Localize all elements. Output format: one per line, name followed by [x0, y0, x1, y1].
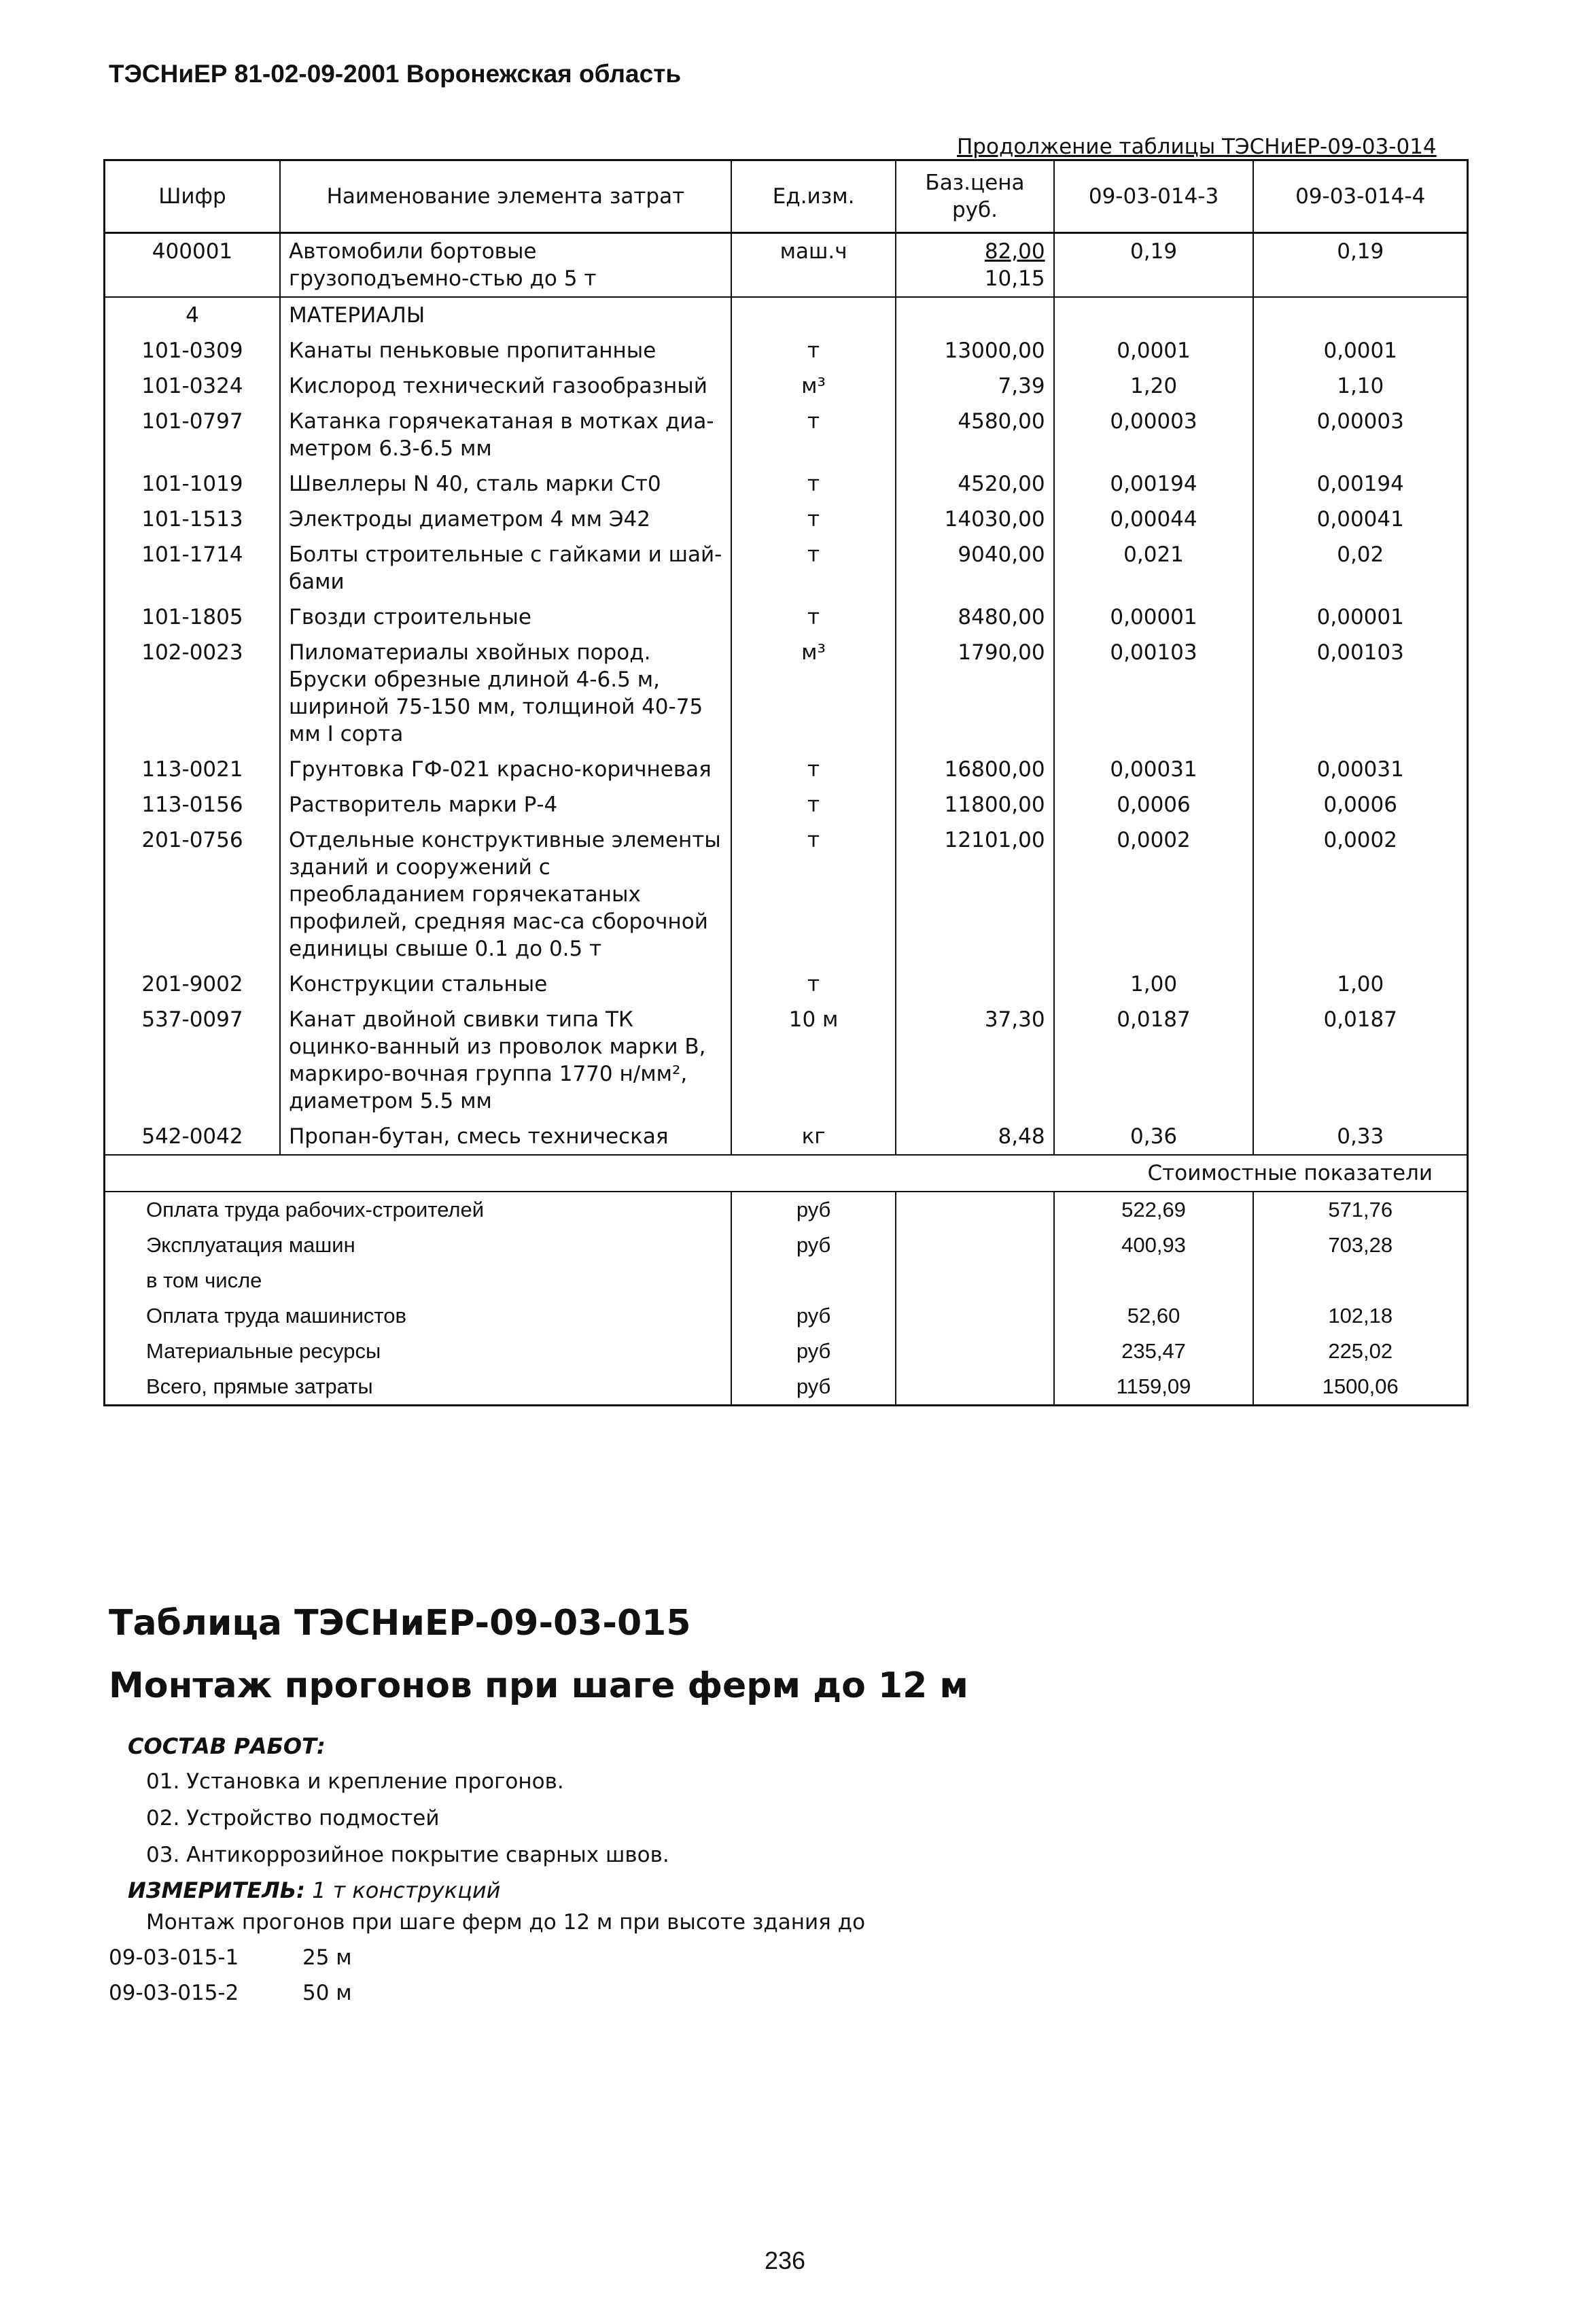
table-row: [105, 502, 1468, 537]
cell-name: Канат двойной свивки типа ТК оцинко-ванный из проволок марки В, маркиро-вочная группа 1770 н/мм², диаметром 5.5 мм: [280, 1002, 731, 1119]
cell-unit: т: [731, 466, 896, 502]
cell-a: 0,0002: [1054, 822, 1254, 967]
cell-name: Болты строительные с гайками и шай-бами: [280, 537, 731, 600]
summary-label: Оплата труда рабочих-строителей: [105, 1192, 731, 1228]
cell-unit: т: [731, 787, 896, 822]
summary-b: 102,18: [1253, 1298, 1467, 1334]
work-item: 01. Установка и крепление прогонов.: [146, 1769, 564, 1794]
cell-b: 0,19: [1253, 233, 1467, 298]
cell-unit: кг: [731, 1119, 896, 1155]
summary-row: [105, 1228, 1468, 1263]
cell-a: 0,00031: [1054, 752, 1254, 787]
cell-code: 537-0097: [105, 1002, 280, 1119]
table-row: [105, 537, 1468, 600]
cell-b: 0,00001: [1253, 600, 1467, 635]
cell-name: Кислород технический газообразный: [280, 368, 731, 404]
cell-unit: маш.ч: [731, 233, 896, 298]
resource-table: [103, 159, 1469, 1406]
cell-code: 201-0756: [105, 822, 280, 967]
cell-unit: м³: [731, 635, 896, 752]
summary-row: [105, 1263, 1468, 1298]
summary-b: 1500,06: [1253, 1369, 1467, 1406]
cell-code: 201-9002: [105, 967, 280, 1002]
description: Монтаж прогонов при шаге ферм до 12 м при высоте здания до: [146, 1910, 866, 1935]
cell-price: 16800,00: [896, 752, 1053, 787]
cell-a: 0,00003: [1054, 404, 1254, 466]
code-line: [109, 1945, 352, 1970]
cell-unit: 10 м: [731, 1002, 896, 1119]
table-row: [105, 1119, 1468, 1155]
summary-row: [105, 1298, 1468, 1334]
code-value: 50 м: [302, 1981, 352, 2005]
summary-empty: [896, 1228, 1053, 1263]
cell-price: 12101,00: [896, 822, 1053, 967]
measure-label: ИЗМЕРИТЕЛЬ:: [128, 1877, 305, 1903]
cell-name: Автомобили бортовые грузоподъемно-стью до 5 т: [280, 233, 731, 298]
cell-price: 37,30: [896, 1002, 1053, 1119]
work-item: 03. Антикоррозийное покрытие сварных швов.: [146, 1843, 669, 1867]
cell-price: 8480,00: [896, 600, 1053, 635]
cell-unit: т: [731, 502, 896, 537]
summary-a: 235,47: [1054, 1334, 1254, 1369]
summary-b: 225,02: [1253, 1334, 1467, 1369]
cell-code: 101-1513: [105, 502, 280, 537]
summary-a: 522,69: [1054, 1192, 1254, 1228]
page-number: 236: [765, 2247, 806, 2274]
cost-header-row: [105, 1155, 1468, 1192]
table-row: [105, 233, 1468, 298]
measure-line: [128, 1877, 500, 1903]
code-value: 25 м: [302, 1945, 352, 1970]
cell-a: 0,00001: [1054, 600, 1254, 635]
cell-code: 101-1019: [105, 466, 280, 502]
table-row: [105, 368, 1468, 404]
table-title: Таблица ТЭСНиЕР-09-03-015: [109, 1603, 691, 1644]
cell-a: 0,36: [1054, 1119, 1254, 1155]
page-header: ТЭСНиЕР 81-02-09-2001 Воронежская область: [109, 60, 682, 88]
summary-b: 703,28: [1253, 1228, 1467, 1263]
cell-code: 400001: [105, 233, 280, 298]
cell-a: 0,0006: [1054, 787, 1254, 822]
summary-a: 400,93: [1054, 1228, 1254, 1263]
section-title: МАТЕРИАЛЫ: [280, 297, 731, 333]
cell-b: 0,0001: [1253, 333, 1467, 368]
summary-label: Материальные ресурсы: [105, 1334, 731, 1369]
work-item: 02. Устройство подмостей: [146, 1806, 440, 1831]
cell-price: 13000,00: [896, 333, 1053, 368]
cell-code: 542-0042: [105, 1119, 280, 1155]
cell-b: 0,02: [1253, 537, 1467, 600]
cell-price: 8,48: [896, 1119, 1053, 1155]
summary-unit: [731, 1263, 896, 1298]
cell-price: 7,39: [896, 368, 1053, 404]
col-header-price: Баз.цена руб.: [896, 160, 1053, 233]
summary-a: 52,60: [1054, 1298, 1254, 1334]
code-line: [109, 1981, 352, 2005]
cell-price: [896, 233, 1053, 298]
summary-b: 571,76: [1253, 1192, 1467, 1228]
cell-unit: т: [731, 822, 896, 967]
cell-b: 1,00: [1253, 967, 1467, 1002]
cell-code: 101-1714: [105, 537, 280, 600]
cell-code: 113-0156: [105, 787, 280, 822]
cell-name: Отдельные конструктивные элементы зданий и сооружений с преобладанием горячекатаных профилей, средняя мас-са сборочной единицы свыше 0.1 до 0.5 т: [280, 822, 731, 967]
section-row: [105, 297, 1468, 333]
cell-price: 4580,00: [896, 404, 1053, 466]
table-row: [105, 404, 1468, 466]
cell-a: 0,021: [1054, 537, 1254, 600]
summary-label: Оплата труда машинистов: [105, 1298, 731, 1334]
cell-unit: т: [731, 537, 896, 600]
col-header-a: 09-03-014-3: [1054, 160, 1254, 233]
cell-code: 101-1805: [105, 600, 280, 635]
summary-row: [105, 1369, 1468, 1406]
cell-unit: т: [731, 967, 896, 1002]
summary-empty: [896, 1263, 1053, 1298]
summary-unit: руб: [731, 1369, 896, 1406]
col-header-b: 09-03-014-4: [1253, 160, 1467, 233]
cell-name: Конструкции стальные: [280, 967, 731, 1002]
cell-a: 0,00044: [1054, 502, 1254, 537]
summary-label: в том числе: [105, 1263, 731, 1298]
summary-row: [105, 1192, 1468, 1228]
summary-unit: руб: [731, 1334, 896, 1369]
table-row: [105, 822, 1468, 967]
summary-empty: [896, 1298, 1053, 1334]
cell-code: 101-0797: [105, 404, 280, 466]
cell-name: Пиломатериалы хвойных пород. Бруски обрезные длиной 4-6.5 м, шириной 75-150 мм, толщиной 40-75 мм I сорта: [280, 635, 731, 752]
summary-empty: [896, 1192, 1053, 1228]
cell-name: Гвозди строительные: [280, 600, 731, 635]
cell-unit: т: [731, 752, 896, 787]
cell-b: 0,00031: [1253, 752, 1467, 787]
cell-name: Растворитель марки Р-4: [280, 787, 731, 822]
table-row: [105, 967, 1468, 1002]
price-bottom: 10,15: [984, 266, 1045, 291]
cell-price: [896, 967, 1053, 1002]
summary-unit: руб: [731, 1228, 896, 1263]
table-row: [105, 600, 1468, 635]
table-row: [105, 333, 1468, 368]
col-header-unit: Ед.изм.: [731, 160, 896, 233]
table-subtitle: Монтаж прогонов при шаге ферм до 12 м: [109, 1665, 968, 1706]
works-label: СОСТАВ РАБОТ:: [128, 1733, 326, 1759]
cell-price: 9040,00: [896, 537, 1053, 600]
cell-b: 0,00103: [1253, 635, 1467, 752]
cell-b: 1,10: [1253, 368, 1467, 404]
table-row: [105, 466, 1468, 502]
cell-a: 1,20: [1054, 368, 1254, 404]
code: 09-03-015-1: [109, 1945, 239, 1970]
cell-a: 1,00: [1054, 967, 1254, 1002]
cell-name: Грунтовка ГФ-021 красно-коричневая: [280, 752, 731, 787]
cell-b: 0,00003: [1253, 404, 1467, 466]
table-row: [105, 787, 1468, 822]
cell-unit: т: [731, 333, 896, 368]
cell-b: 0,00194: [1253, 466, 1467, 502]
cell-a: 0,00194: [1054, 466, 1254, 502]
col-header-code: Шифр: [105, 160, 280, 233]
cell-code: 113-0021: [105, 752, 280, 787]
section-number: 4: [105, 297, 280, 333]
table-continuation-caption: Продолжение таблицы ТЭСНиЕР-09-03-014: [957, 135, 1437, 159]
summary-row: [105, 1334, 1468, 1369]
code: 09-03-015-2: [109, 1981, 239, 2005]
cell-b: 0,0002: [1253, 822, 1467, 967]
table-row: [105, 1002, 1468, 1119]
measure-value: 1 т конструкций: [312, 1877, 501, 1903]
cell-price: 4520,00: [896, 466, 1053, 502]
cell-b: 0,0006: [1253, 787, 1467, 822]
cell-a: 0,0187: [1054, 1002, 1254, 1119]
cell-unit: т: [731, 404, 896, 466]
cell-name: Пропан-бутан, смесь техническая: [280, 1119, 731, 1155]
cell-code: 101-0309: [105, 333, 280, 368]
cell-unit: т: [731, 600, 896, 635]
cell-name: Канаты пеньковые пропитанные: [280, 333, 731, 368]
cell-a: 0,0001: [1054, 333, 1254, 368]
summary-label: Эксплуатация машин: [105, 1228, 731, 1263]
cell-a: 0,00103: [1054, 635, 1254, 752]
summary-a: [1054, 1263, 1254, 1298]
table-row: [105, 635, 1468, 752]
cell-price: 11800,00: [896, 787, 1053, 822]
summary-unit: руб: [731, 1192, 896, 1228]
summary-empty: [896, 1334, 1053, 1369]
summary-unit: руб: [731, 1298, 896, 1334]
cell-name: Электроды диаметром 4 мм Э42: [280, 502, 731, 537]
cell-b: 0,0187: [1253, 1002, 1467, 1119]
cell-code: 101-0324: [105, 368, 280, 404]
cell-unit: м³: [731, 368, 896, 404]
cost-header: Стоимостные показатели: [105, 1155, 1468, 1192]
col-header-name: Наименование элемента затрат: [280, 160, 731, 233]
cell-price: 14030,00: [896, 502, 1053, 537]
summary-a: 1159,09: [1054, 1369, 1254, 1406]
cell-a: 0,19: [1054, 233, 1254, 298]
cell-b: 0,33: [1253, 1119, 1467, 1155]
cell-name: Швеллеры N 40, сталь марки Ст0: [280, 466, 731, 502]
cell-price: 1790,00: [896, 635, 1053, 752]
cell-code: 102-0023: [105, 635, 280, 752]
summary-empty: [896, 1369, 1053, 1406]
cell-name: Катанка горячекатаная в мотках диа-метром 6.3-6.5 мм: [280, 404, 731, 466]
table-row: [105, 752, 1468, 787]
price-top: 82,00: [984, 239, 1045, 264]
cell-b: 0,00041: [1253, 502, 1467, 537]
summary-b: [1253, 1263, 1467, 1298]
summary-label: Всего, прямые затраты: [105, 1369, 731, 1406]
